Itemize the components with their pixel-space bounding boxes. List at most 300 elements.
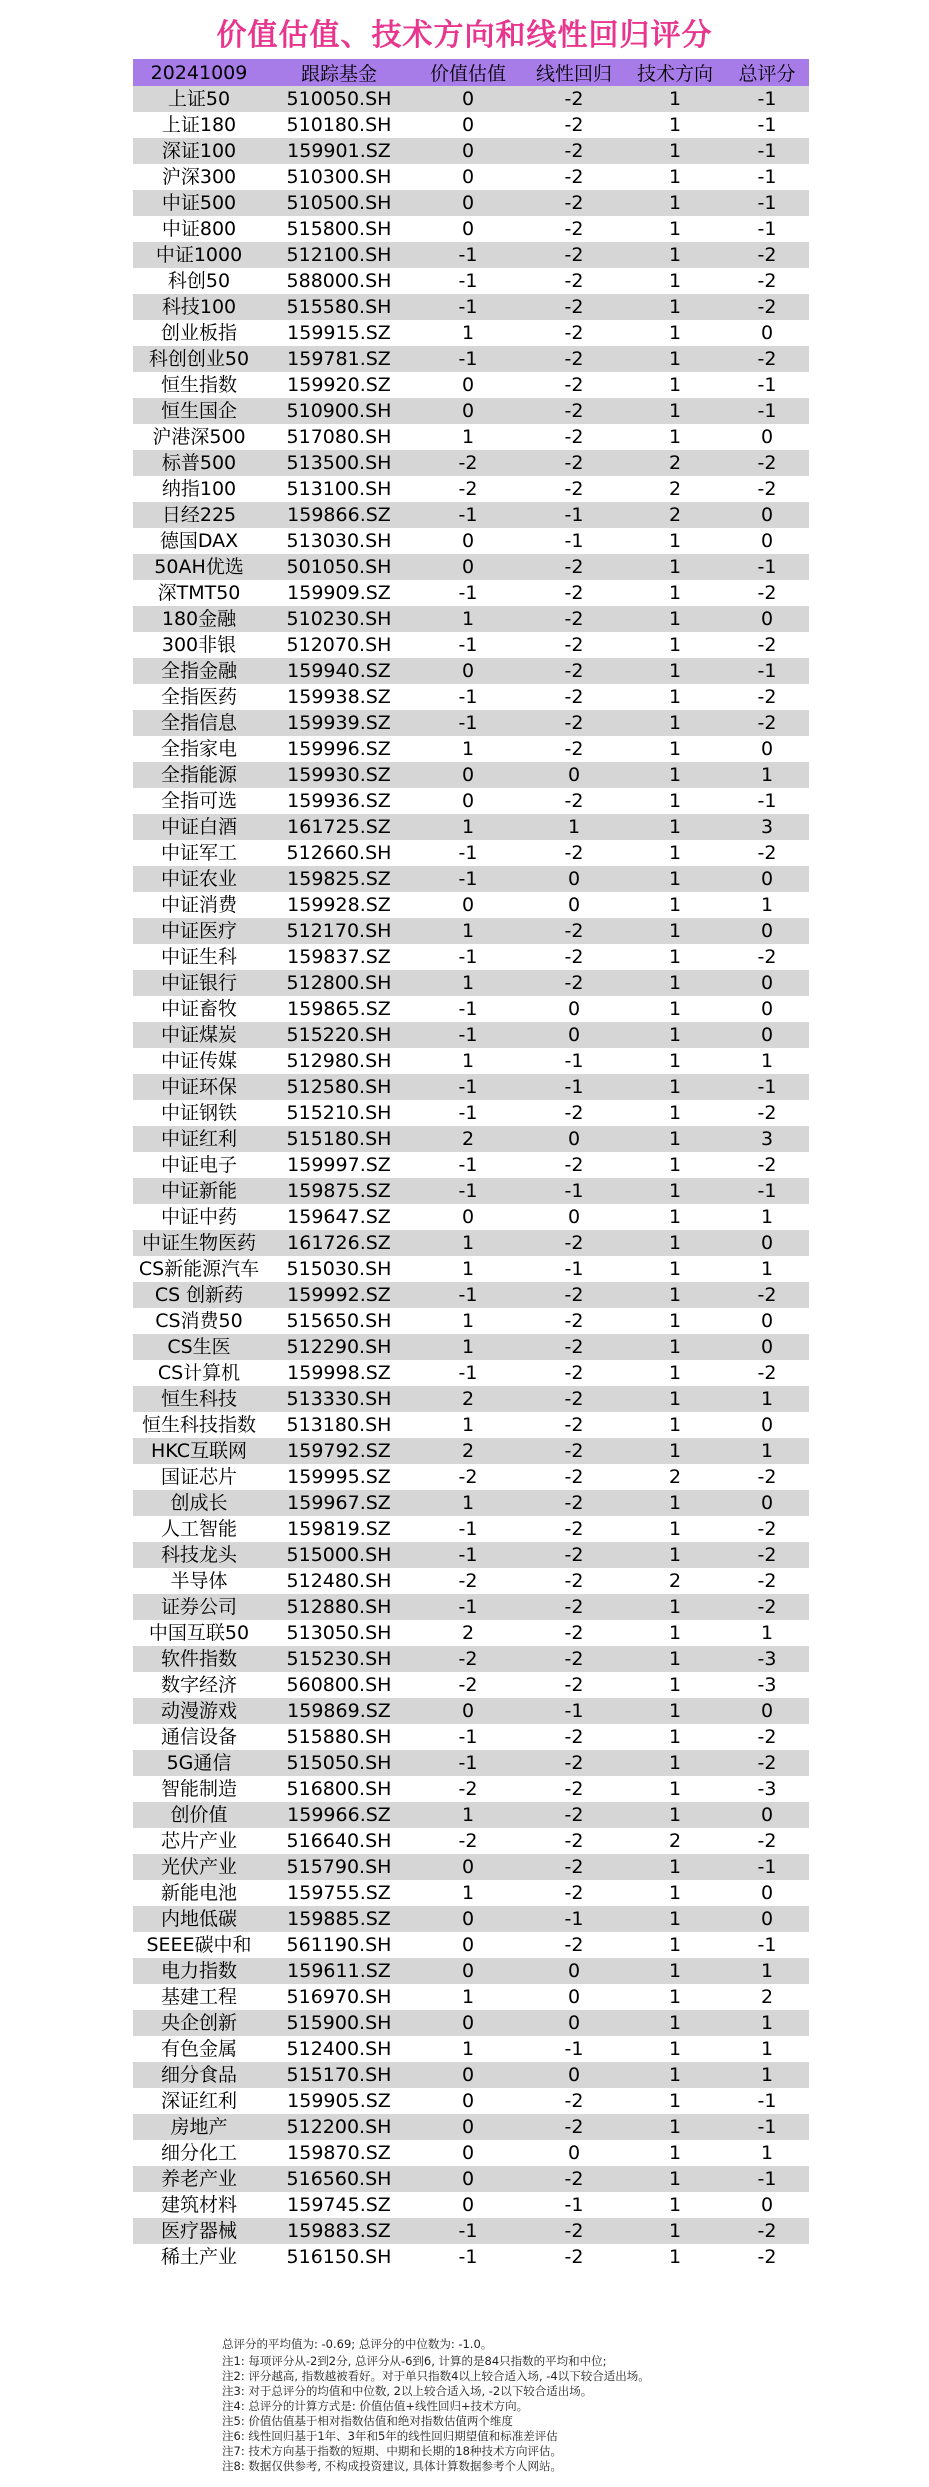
table-row [133, 996, 809, 1022]
table-row [133, 866, 809, 892]
value-score-cell: 0 [413, 190, 523, 216]
table-row [133, 112, 809, 138]
index-name-cell: 光伏产业 [133, 1854, 265, 1880]
total-score-cell: -3 [725, 1672, 809, 1698]
fund-code-cell: 159936.SZ [265, 788, 413, 814]
index-name-cell: CS计算机 [133, 1360, 265, 1386]
index-name-cell: 全指能源 [133, 762, 265, 788]
index-name-cell: 中证钢铁 [133, 1100, 265, 1126]
index-name-cell: 科创创业50 [133, 346, 265, 372]
note-item: 注6: 线性回归基于1年、3年和5年的线性回归期望值和标准差评估 [222, 2429, 558, 2443]
table-row [133, 554, 809, 580]
value-score-cell: -1 [413, 866, 523, 892]
table-row [133, 1438, 809, 1464]
value-score-cell: -1 [413, 632, 523, 658]
technical-score-cell: 1 [625, 1750, 725, 1776]
regression-score-cell: -2 [523, 398, 625, 424]
total-score-cell: 1 [725, 892, 809, 918]
value-score-cell: 0 [413, 528, 523, 554]
table-row [133, 1204, 809, 1230]
fund-code-cell: 512100.SH [265, 242, 413, 268]
table-row [133, 450, 809, 476]
technical-score-cell: 1 [625, 528, 725, 554]
value-score-cell: 0 [413, 2010, 523, 2036]
fund-code-cell: 515650.SH [265, 1308, 413, 1334]
value-score-cell: 1 [413, 918, 523, 944]
technical-score-cell: 1 [625, 190, 725, 216]
regression-score-cell: -2 [523, 1100, 625, 1126]
technical-score-cell: 2 [625, 1568, 725, 1594]
table-row [133, 216, 809, 242]
value-score-cell: -2 [413, 1672, 523, 1698]
table-row [133, 2114, 809, 2140]
technical-score-cell: 1 [625, 892, 725, 918]
total-score-cell: 1 [725, 1048, 809, 1074]
regression-score-cell: -2 [523, 1464, 625, 1490]
technical-score-cell: 1 [625, 138, 725, 164]
table-row [133, 1958, 809, 1984]
value-score-cell: 0 [413, 1932, 523, 1958]
value-score-cell: 0 [413, 86, 523, 112]
technical-score-cell: 1 [625, 1178, 725, 1204]
technical-score-cell: 1 [625, 1724, 725, 1750]
total-score-cell: -2 [725, 476, 809, 502]
technical-score-cell: 1 [625, 216, 725, 242]
index-name-cell: 国证芯片 [133, 1464, 265, 1490]
fund-code-cell: 159745.SZ [265, 2192, 413, 2218]
total-score-cell: -1 [725, 2114, 809, 2140]
table-row [133, 1464, 809, 1490]
total-score-cell: -2 [725, 1750, 809, 1776]
regression-score-cell: -2 [523, 164, 625, 190]
table-row [133, 346, 809, 372]
total-score-cell: -2 [725, 1360, 809, 1386]
regression-score-cell: -2 [523, 710, 625, 736]
regression-score-cell: 0 [523, 1022, 625, 1048]
value-score-cell: 0 [413, 1906, 523, 1932]
fund-code-cell: 515170.SH [265, 2062, 413, 2088]
table-row [133, 1776, 809, 1802]
fund-code-cell: 159885.SZ [265, 1906, 413, 1932]
fund-code-cell: 510180.SH [265, 112, 413, 138]
index-name-cell: 上证180 [133, 112, 265, 138]
fund-code-cell: 560800.SH [265, 1672, 413, 1698]
total-score-cell: -2 [725, 684, 809, 710]
header-technical: 技术方向 [625, 59, 725, 86]
index-name-cell: 科技龙头 [133, 1542, 265, 1568]
table-row [133, 944, 809, 970]
regression-score-cell: -2 [523, 190, 625, 216]
index-name-cell: 全指可选 [133, 788, 265, 814]
regression-score-cell: -2 [523, 112, 625, 138]
total-score-cell: 0 [725, 1022, 809, 1048]
value-score-cell: -1 [413, 1724, 523, 1750]
regression-score-cell: -2 [523, 2244, 625, 2270]
value-score-cell: -1 [413, 268, 523, 294]
technical-score-cell: 1 [625, 944, 725, 970]
technical-score-cell: 1 [625, 2010, 725, 2036]
technical-score-cell: 1 [625, 164, 725, 190]
value-score-cell: 2 [413, 1126, 523, 1152]
index-name-cell: 医疗器械 [133, 2218, 265, 2244]
table-row [133, 892, 809, 918]
index-name-cell: 恒生指数 [133, 372, 265, 398]
total-score-cell: 0 [725, 1412, 809, 1438]
index-name-cell: 创价值 [133, 1802, 265, 1828]
total-score-cell: 0 [725, 2192, 809, 2218]
index-name-cell: 中证红利 [133, 1126, 265, 1152]
regression-score-cell: -2 [523, 346, 625, 372]
regression-score-cell: -2 [523, 1360, 625, 1386]
index-name-cell: 中证500 [133, 190, 265, 216]
technical-score-cell: 1 [625, 2114, 725, 2140]
technical-score-cell: 1 [625, 1386, 725, 1412]
technical-score-cell: 1 [625, 1880, 725, 1906]
value-score-cell: 0 [413, 2140, 523, 2166]
regression-score-cell: -1 [523, 1698, 625, 1724]
regression-score-cell: -2 [523, 918, 625, 944]
fund-code-cell: 513180.SH [265, 1412, 413, 1438]
regression-score-cell: -2 [523, 1516, 625, 1542]
regression-score-cell: 0 [523, 1958, 625, 1984]
technical-score-cell: 1 [625, 112, 725, 138]
value-score-cell: 0 [413, 398, 523, 424]
table-row [133, 1334, 809, 1360]
fund-code-cell: 159825.SZ [265, 866, 413, 892]
regression-score-cell: -2 [523, 970, 625, 996]
index-name-cell: 创成长 [133, 1490, 265, 1516]
regression-score-cell: -2 [523, 450, 625, 476]
fund-code-cell: 159938.SZ [265, 684, 413, 710]
technical-score-cell: 1 [625, 1698, 725, 1724]
index-name-cell: 中证1000 [133, 242, 265, 268]
index-name-cell: 证券公司 [133, 1594, 265, 1620]
technical-score-cell: 1 [625, 1126, 725, 1152]
regression-score-cell: -2 [523, 658, 625, 684]
regression-score-cell: -2 [523, 1412, 625, 1438]
total-score-cell: -2 [725, 580, 809, 606]
technical-score-cell: 1 [625, 2244, 725, 2270]
value-score-cell: 0 [413, 762, 523, 788]
technical-score-cell: 1 [625, 1932, 725, 1958]
table-row [133, 294, 809, 320]
note-item: 注2: 评分越高, 指数越被看好。对于单只指数4以上较合适入场, -4以下较合适出场。 [222, 2369, 650, 2383]
table-row [133, 1360, 809, 1386]
value-score-cell: 1 [413, 606, 523, 632]
table-row [133, 1568, 809, 1594]
total-score-cell: -2 [725, 2244, 809, 2270]
technical-score-cell: 1 [625, 1308, 725, 1334]
technical-score-cell: 1 [625, 2140, 725, 2166]
table-row [133, 320, 809, 346]
regression-score-cell: 0 [523, 762, 625, 788]
table-row [133, 1984, 809, 2010]
total-score-cell: -1 [725, 112, 809, 138]
index-name-cell: 数字经济 [133, 1672, 265, 1698]
value-score-cell: 1 [413, 424, 523, 450]
technical-score-cell: 1 [625, 1204, 725, 1230]
table-body [133, 86, 809, 2270]
fund-code-cell: 501050.SH [265, 554, 413, 580]
total-score-cell: 1 [725, 1958, 809, 1984]
value-score-cell: 1 [413, 1490, 523, 1516]
fund-code-cell: 516970.SH [265, 1984, 413, 2010]
total-score-cell: 1 [725, 1620, 809, 1646]
total-score-cell: 0 [725, 1230, 809, 1256]
index-name-cell: 纳指100 [133, 476, 265, 502]
regression-score-cell: -2 [523, 684, 625, 710]
technical-score-cell: 1 [625, 372, 725, 398]
fund-code-cell: 516800.SH [265, 1776, 413, 1802]
total-score-cell: 2 [725, 1984, 809, 2010]
table-row [133, 2088, 809, 2114]
table-row [133, 632, 809, 658]
value-score-cell: 1 [413, 1412, 523, 1438]
total-score-cell: -1 [725, 1074, 809, 1100]
table-row [133, 476, 809, 502]
header-date: 20241009 [133, 59, 265, 86]
regression-score-cell: -2 [523, 1438, 625, 1464]
technical-score-cell: 1 [625, 1646, 725, 1672]
header-regression: 线性回归 [523, 59, 625, 86]
fund-code-cell: 515230.SH [265, 1646, 413, 1672]
regression-score-cell: -2 [523, 580, 625, 606]
index-name-cell: 基建工程 [133, 1984, 265, 2010]
total-score-cell: -1 [725, 398, 809, 424]
table-row [133, 398, 809, 424]
value-score-cell: 0 [413, 1854, 523, 1880]
table-row [133, 1750, 809, 1776]
value-score-cell: 0 [413, 216, 523, 242]
value-score-cell: -1 [413, 1594, 523, 1620]
regression-score-cell: -1 [523, 1256, 625, 1282]
regression-score-cell: -1 [523, 2036, 625, 2062]
value-score-cell: -2 [413, 1568, 523, 1594]
fund-code-cell: 515000.SH [265, 1542, 413, 1568]
fund-code-cell: 515790.SH [265, 1854, 413, 1880]
technical-score-cell: 1 [625, 1256, 725, 1282]
index-name-cell: 人工智能 [133, 1516, 265, 1542]
fund-code-cell: 159870.SZ [265, 2140, 413, 2166]
value-score-cell: -2 [413, 476, 523, 502]
regression-score-cell: -2 [523, 736, 625, 762]
total-score-cell: -1 [725, 164, 809, 190]
value-score-cell: 0 [413, 1698, 523, 1724]
value-score-cell: 1 [413, 1048, 523, 1074]
technical-score-cell: 1 [625, 996, 725, 1022]
table-row [133, 1880, 809, 1906]
value-score-cell: 1 [413, 1802, 523, 1828]
table-row [133, 1256, 809, 1282]
technical-score-cell: 1 [625, 684, 725, 710]
value-score-cell: 0 [413, 1204, 523, 1230]
fund-code-cell: 159869.SZ [265, 1698, 413, 1724]
value-score-cell: -1 [413, 996, 523, 1022]
regression-score-cell: -2 [523, 1620, 625, 1646]
table-row [133, 710, 809, 736]
value-score-cell: 2 [413, 1620, 523, 1646]
index-name-cell: SEEE碳中和 [133, 1932, 265, 1958]
fund-code-cell: 159901.SZ [265, 138, 413, 164]
technical-score-cell: 1 [625, 86, 725, 112]
technical-score-cell: 1 [625, 1620, 725, 1646]
regression-score-cell: -2 [523, 606, 625, 632]
total-score-cell: 0 [725, 970, 809, 996]
total-score-cell: -1 [725, 216, 809, 242]
technical-score-cell: 1 [625, 580, 725, 606]
value-score-cell: -1 [413, 346, 523, 372]
regression-score-cell: -1 [523, 2192, 625, 2218]
index-name-cell: 中证煤炭 [133, 1022, 265, 1048]
value-score-cell: -1 [413, 1074, 523, 1100]
table-row [133, 2010, 809, 2036]
value-score-cell: 1 [413, 1880, 523, 1906]
index-name-cell: 科创50 [133, 268, 265, 294]
value-score-cell: -1 [413, 2244, 523, 2270]
regression-score-cell: -2 [523, 2088, 625, 2114]
regression-score-cell: -1 [523, 1178, 625, 1204]
table-row [133, 1126, 809, 1152]
total-score-cell: 0 [725, 1802, 809, 1828]
fund-code-cell: 512800.SH [265, 970, 413, 996]
technical-score-cell: 1 [625, 866, 725, 892]
fund-code-cell: 516560.SH [265, 2166, 413, 2192]
value-score-cell: 0 [413, 1958, 523, 1984]
index-name-cell: 50AH优选 [133, 554, 265, 580]
value-score-cell: 1 [413, 320, 523, 346]
value-score-cell: 0 [413, 164, 523, 190]
table-row [133, 658, 809, 684]
regression-score-cell: 0 [523, 866, 625, 892]
total-score-cell: -2 [725, 1568, 809, 1594]
header-fund: 跟踪基金 [265, 59, 413, 86]
regression-score-cell: -2 [523, 242, 625, 268]
table-row [133, 242, 809, 268]
technical-score-cell: 1 [625, 840, 725, 866]
table-row [133, 528, 809, 554]
total-score-cell: 1 [725, 1204, 809, 1230]
technical-score-cell: 1 [625, 1802, 725, 1828]
regression-score-cell: -2 [523, 554, 625, 580]
fund-code-cell: 159611.SZ [265, 1958, 413, 1984]
value-score-cell: -1 [413, 1022, 523, 1048]
technical-score-cell: 1 [625, 346, 725, 372]
regression-score-cell: -1 [523, 1906, 625, 1932]
fund-code-cell: 515030.SH [265, 1256, 413, 1282]
regression-score-cell: -2 [523, 424, 625, 450]
index-name-cell: 智能制造 [133, 1776, 265, 1802]
index-name-cell: 300非银 [133, 632, 265, 658]
table-row [133, 1048, 809, 1074]
total-score-cell: -2 [725, 1152, 809, 1178]
technical-score-cell: 1 [625, 762, 725, 788]
regression-score-cell: -2 [523, 216, 625, 242]
table-row [133, 1282, 809, 1308]
total-score-cell: 3 [725, 1126, 809, 1152]
fund-code-cell: 515800.SH [265, 216, 413, 242]
fund-code-cell: 159865.SZ [265, 996, 413, 1022]
fund-code-cell: 512660.SH [265, 840, 413, 866]
table-row [133, 1724, 809, 1750]
index-name-cell: 深TMT50 [133, 580, 265, 606]
technical-score-cell: 1 [625, 1438, 725, 1464]
table-row [133, 2140, 809, 2166]
value-score-cell: 1 [413, 814, 523, 840]
score-table [133, 59, 809, 2270]
index-name-cell: 稀土产业 [133, 2244, 265, 2270]
technical-score-cell: 1 [625, 918, 725, 944]
fund-code-cell: 513030.SH [265, 528, 413, 554]
total-score-cell: -2 [725, 242, 809, 268]
technical-score-cell: 1 [625, 1022, 725, 1048]
total-score-cell: -2 [725, 1100, 809, 1126]
total-score-cell: -2 [725, 1464, 809, 1490]
regression-score-cell: 0 [523, 2062, 625, 2088]
technical-score-cell: 1 [625, 2218, 725, 2244]
fund-code-cell: 159883.SZ [265, 2218, 413, 2244]
fund-code-cell: 516640.SH [265, 1828, 413, 1854]
table-row [133, 268, 809, 294]
note-item: 注3: 对于总评分的均值和中位数, 2以上较合适入场, -2以下较合适出场。 [222, 2384, 593, 2398]
regression-score-cell: -2 [523, 1152, 625, 1178]
fund-code-cell: 515580.SH [265, 294, 413, 320]
total-score-cell: -2 [725, 632, 809, 658]
fund-code-cell: 517080.SH [265, 424, 413, 450]
table-row [133, 918, 809, 944]
technical-score-cell: 1 [625, 554, 725, 580]
total-score-cell: -2 [725, 710, 809, 736]
table-row [133, 1672, 809, 1698]
value-score-cell: -1 [413, 1542, 523, 1568]
total-score-cell: 0 [725, 1906, 809, 1932]
regression-score-cell: -2 [523, 1646, 625, 1672]
regression-score-cell: -2 [523, 1932, 625, 1958]
table-header-row [133, 59, 809, 86]
fund-code-cell: 513500.SH [265, 450, 413, 476]
regression-score-cell: -2 [523, 138, 625, 164]
technical-score-cell: 1 [625, 658, 725, 684]
regression-score-cell: 0 [523, 996, 625, 1022]
fund-code-cell: 159939.SZ [265, 710, 413, 736]
fund-code-cell: 159647.SZ [265, 1204, 413, 1230]
technical-score-cell: 1 [625, 1048, 725, 1074]
fund-code-cell: 159866.SZ [265, 502, 413, 528]
index-name-cell: 180金融 [133, 606, 265, 632]
table-row [133, 1828, 809, 1854]
fund-code-cell: 513330.SH [265, 1386, 413, 1412]
index-name-cell: 中证农业 [133, 866, 265, 892]
value-score-cell: 0 [413, 2166, 523, 2192]
regression-score-cell: -2 [523, 944, 625, 970]
technical-score-cell: 2 [625, 1464, 725, 1490]
table-row [133, 1646, 809, 1672]
total-score-cell: 1 [725, 2062, 809, 2088]
total-score-cell: 0 [725, 502, 809, 528]
index-name-cell: 细分化工 [133, 2140, 265, 2166]
total-score-cell: 0 [725, 1490, 809, 1516]
table-row [133, 736, 809, 762]
value-score-cell: 0 [413, 112, 523, 138]
fund-code-cell: 159998.SZ [265, 1360, 413, 1386]
total-score-cell: -2 [725, 268, 809, 294]
total-score-cell: -1 [725, 1932, 809, 1958]
table-row [133, 372, 809, 398]
total-score-cell: 0 [725, 1308, 809, 1334]
technical-score-cell: 1 [625, 398, 725, 424]
total-score-cell: -1 [725, 138, 809, 164]
value-score-cell: 1 [413, 970, 523, 996]
value-score-cell: -2 [413, 1776, 523, 1802]
